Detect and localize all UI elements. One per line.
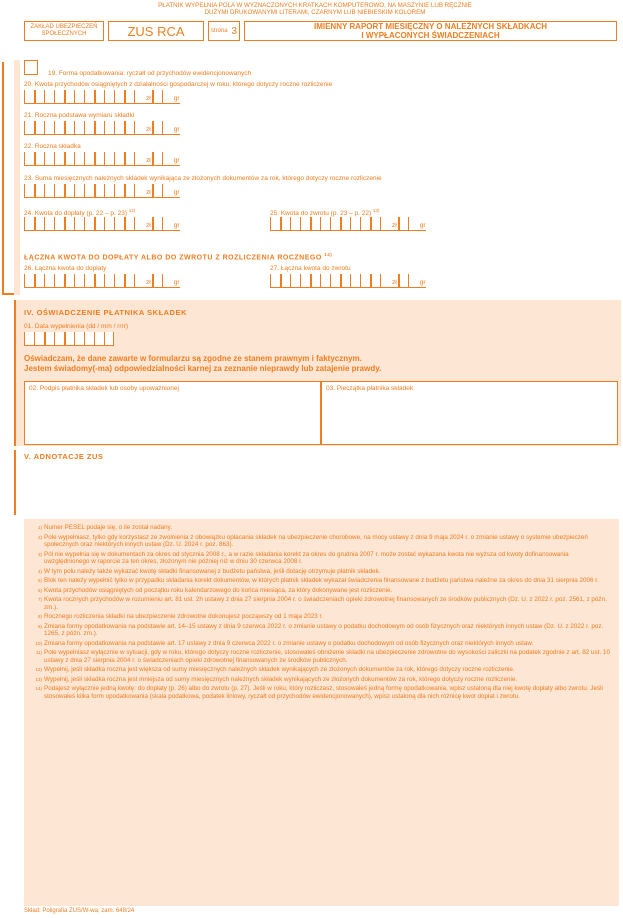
total-heading <box>24 252 332 261</box>
field-20-input[interactable] <box>24 90 180 104</box>
gr-label: gr <box>419 279 426 286</box>
section-iv-heading: IV. OŚWIADCZENIE PŁATNIKA SKŁADEK <box>24 308 187 317</box>
footnote-text: Pole wypełniasz wyłącznie w sytuacji, gdy w roku, którego dotyczy roczne rozliczenie, stosowałeś obniżenie składki na ubezpieczenie zdrowotne do wysokości zaliczki na podatek zgodnie z art. 82 ust. 10 ustawy z dnia 27 sierpnia 2004 r. o świadczeniach opieki zdrowotnej finansowanych ze środków publicznych. <box>44 649 610 664</box>
gr-label: gr <box>173 222 180 229</box>
footnote-text: Rocznego rozliczenia składki na ubezpieczenie zdrowotne dokonujesz począwszy od 1 maja 2023 r. <box>44 613 323 620</box>
field-26-input[interactable] <box>24 274 180 288</box>
field-22-label: 22. Roczna składka <box>24 143 81 150</box>
footnote <box>32 649 611 664</box>
footnote-text: Zmiana formy opodatkowania na podstawie art. 17 ustawy z dnia 9 czerwca 2022 r. o zmianie ustawy o podatku dochodowym od osób fizycznych oraz niektórych innych ustaw. <box>44 639 534 647</box>
zl-label: zł <box>146 279 151 286</box>
gr-label: gr <box>173 157 180 164</box>
footnote <box>32 524 611 532</box>
header-note <box>90 2 540 16</box>
header-note-line1: PŁATNIK WYPEŁNIA POLA W WYZNACZONYCH KRATKACH KOMPUTEROWO, NA MASZYNIE LUB RĘCZNIE <box>158 2 472 9</box>
statement-line1: Oświadczam, że dane zawarte w formularzu są zgodne ze stanem prawnym i faktycznym. <box>24 354 362 363</box>
field-24-label <box>24 208 135 217</box>
zl-label: zł <box>392 222 397 229</box>
header-note-line2: DUŻYMI DRUKOWANYMI LITERAMI, CZARNYM LUB NIEBIESKIM KOLOREM <box>204 9 426 16</box>
section-margin <box>14 60 20 295</box>
field-21-label: 21. Roczna podstawa wymiaru składki <box>24 112 135 119</box>
footnote-text: Podajesz wyłącznie jedną kwotę: do dopłaty (p. 26) albo do zwrotu (p. 27). Jeśli w roku, który rozliczasz, stosowałeś jedną formę opodatkowania, wpisz ustaloną dla niej kwotę dopłaty albo zwrotu. Jeśli stosowałeś kilka form opodatkowania (skala podatkowa, podatek liniowy, ryczałt od przychodów ewidencjonowanych), wpisz ustaloną dla nich różnicę kwot dopłat i zwrotu. <box>44 685 603 700</box>
footnote <box>32 577 611 585</box>
footer-print-info: Skład: Poligrafia ZUS/W-wa; zam. 648/24 <box>24 908 135 914</box>
form-title-line1: IMIENNY RAPORT MIESIĘCZNY O NALEŻNYCH SKŁADKACH <box>313 22 548 31</box>
total-heading-text: ŁĄCZNA KWOTA DO DOPŁATY ALBO DO ZWROTU Z ROZLICZENIA ROCZNEGO <box>24 254 322 262</box>
zl-label: zł <box>146 189 151 196</box>
footnote-number: 7) <box>37 597 42 602</box>
field-25-text: 25. Kwota do zwrotu (p. 23 – p. 22) <box>270 210 372 218</box>
gr-label: gr <box>173 95 180 102</box>
footnote <box>32 587 611 595</box>
section-bar <box>2 62 4 294</box>
footnote-text: Pól nie wypełnia się w dokumentach za okres od stycznia 2008 r., a w razie składania korekt za okres do grudnia 2007 r. może zostać wykazana kwota nie wyższa od kwoty dofinansowania uwzględnionego w raporcie za ten okres, złożonym nie później niż w dniu 30 czerwca 2008 r. <box>44 550 569 565</box>
footnote-text: Zmiana formy opodatkowania na podstawie art. 14–15 ustawy z dnia 9 czerwca 2022 r. o zmianie ustawy o podatku dochodowym od osób fizycznych oraz niektórych innych ustaw (Dz. U. z 2022 r. poz. 1265, z późn. zm.). <box>44 622 604 637</box>
zl-label: zł <box>146 95 151 102</box>
footnote <box>32 551 611 566</box>
gr-label: gr <box>173 126 180 133</box>
statement <box>24 354 381 374</box>
statement-line2: Jestem świadomy(-ma) odpowiedzialności karnej za zeznanie nieprawdy lub zatajenie prawdy. <box>24 364 382 373</box>
footnote-text: W tym polu należy także wykazać kwotę składki finansowanej z budżetu państwa, jeśli dotację otrzymuje płatnik składek. <box>44 567 381 575</box>
footnote-number: 10) <box>35 640 42 646</box>
section-bar-end <box>2 293 14 295</box>
footnote-number: 14) <box>35 686 42 691</box>
zl-label: zł <box>146 222 151 229</box>
field-22-input[interactable] <box>24 152 180 166</box>
institution-box <box>24 21 104 41</box>
footnote <box>32 596 611 611</box>
footnote-text: Kwota rocznych przychodów w rozumieniu art. 81 ust. 2h ustawy z dnia 27 sierpnia 2004 r. o świadczeniach opieki zdrowotnej finansowanych ze środków publicznych (Dz. U. z 2022 r. poz. 2561, z późn. zm.). <box>44 596 607 611</box>
field-01-label: 01. Data wypełnienia (dd / mm / rrrr) <box>24 323 129 330</box>
footnote-number: 3) <box>37 551 42 557</box>
footnote-text: Kwota przychodów osiągniętych od początku roku kalendarzowego do końca miesiąca, za który dokonywane jest rozliczenie. <box>44 586 393 594</box>
footnote-number: 4) <box>37 568 42 574</box>
field-27-label: 27. Łączna kwota do zwrotu <box>270 265 351 272</box>
gr-label: gr <box>173 279 180 286</box>
gr-label: gr <box>419 222 426 229</box>
footnote <box>32 666 611 674</box>
field-24-input[interactable] <box>24 217 180 231</box>
footnote <box>32 640 611 648</box>
footnote-number: 12) <box>35 667 42 672</box>
form-title-line2: I WYPŁACONYCH ŚWIADCZENIACH <box>361 31 500 40</box>
form-code: ZUS RCA <box>108 21 204 41</box>
field-21-input[interactable] <box>24 121 180 135</box>
field-20-label: 20. Kwota przychodów osiągniętych z działalności gospodarczej w roku, którego dotyczy roczne rozliczenie <box>24 81 333 88</box>
footnote-number: 1) <box>37 525 42 530</box>
field-27-input[interactable] <box>270 274 426 288</box>
field-25-footnote-ref: 13) <box>372 208 380 213</box>
footnote <box>32 676 611 684</box>
footnote <box>32 623 611 638</box>
footnote <box>32 568 611 576</box>
footnote-number: 11) <box>35 650 42 655</box>
field-01-date-input[interactable] <box>24 332 114 346</box>
footnote <box>32 534 611 549</box>
section-v-heading: V. ADNOTACJE ZUS <box>24 452 104 461</box>
zl-label: zł <box>146 126 151 133</box>
page-box <box>208 21 240 41</box>
footnote-text: Wypełnij, jeśli składka roczna jest mniejsza od sumy miesięcznych należnych składek wynikających ze złożonych dokumentów za rok, którego dotyczy roczne rozliczenie. <box>44 675 518 683</box>
field-26-label: 26. Łączna kwota do dopłaty <box>24 265 107 272</box>
field-03-label: 03. Pieczątka płatnika składek <box>326 385 414 392</box>
total-footnote-ref: 14) <box>324 252 333 257</box>
form-title <box>244 21 617 41</box>
zl-label: zł <box>392 279 397 286</box>
field-23-input[interactable] <box>24 184 180 198</box>
footnote <box>32 685 611 700</box>
field-25-label <box>270 208 380 217</box>
footnote-text: Wypełnij, jeśli składka roczna jest większa od sumy miesięcznych należnych składek wynikających ze złożonych dokumentów za rok, którego dotyczy roczne rozliczenie. <box>44 666 515 673</box>
footnote <box>32 613 611 621</box>
field-19-checkbox[interactable] <box>24 60 38 75</box>
footnote-number: 8) <box>37 614 42 619</box>
footnote-text: Blok ten należy wypełnić tylko w przypadku składania korekt dokumentów, w których płatnik składek wykazał świadczenia finansowane z budżetu państwa należne za okres do dnia 31 sierpnia 2006 r. <box>44 577 599 584</box>
page-label: strona <box>210 28 228 34</box>
gr-label: gr <box>173 189 180 196</box>
page-number: 3 <box>231 25 238 37</box>
footnotes-panel <box>24 519 619 906</box>
footnotes-list <box>24 519 619 700</box>
field-19-label: 19. Forma opodatkowania: ryczałt od przychodów ewidencjonowanych <box>48 70 252 77</box>
zl-label: zł <box>146 157 151 164</box>
field-24-text: 24. Kwota do dopłaty (p. 22 – p. 23) <box>24 210 127 218</box>
footnote-number: 9) <box>37 623 42 629</box>
footnote-number: 13) <box>35 676 42 682</box>
stamp-field[interactable] <box>321 381 618 445</box>
signature-field[interactable] <box>24 381 321 445</box>
institution-line1: ZAKŁAD UBEZPIECZEŃ <box>30 24 98 30</box>
field-02-label: 02. Podpis płatnika składek lub osoby upoważnionej <box>29 385 179 392</box>
footnote-number: 2) <box>37 534 42 540</box>
section-v-bar <box>14 450 16 515</box>
field-24-footnote-ref: 12) <box>128 208 136 213</box>
field-25-input[interactable] <box>270 217 426 231</box>
field-23-label: 23. Suma miesięcznych należnych składek wynikająca ze złożonych dokumentów za rok, którego dotyczy roczne rozliczenie <box>24 175 382 182</box>
section-iv-bar-front <box>14 300 16 446</box>
institution-line2: SPOŁECZNYCH <box>41 31 87 37</box>
footnote-text: Numer PESEL podaje się, o ile został nadany. <box>44 524 173 531</box>
footnote-number: 5) <box>37 578 42 583</box>
footnote-number: 6) <box>37 587 42 593</box>
footnote-text: Pole wypełniasz, tylko gdy korzystasz ze zwolnienia z obowiązku opłacania składek na ubezpieczenie chorobowe, na mocy ustawy z dnia 9 maja 2024 r. o zmianie ustawy o systemie ubezpieczeń społecznych oraz niektórych innych ustaw (Dz. U. 2024 r. poz. 863). <box>44 533 588 548</box>
